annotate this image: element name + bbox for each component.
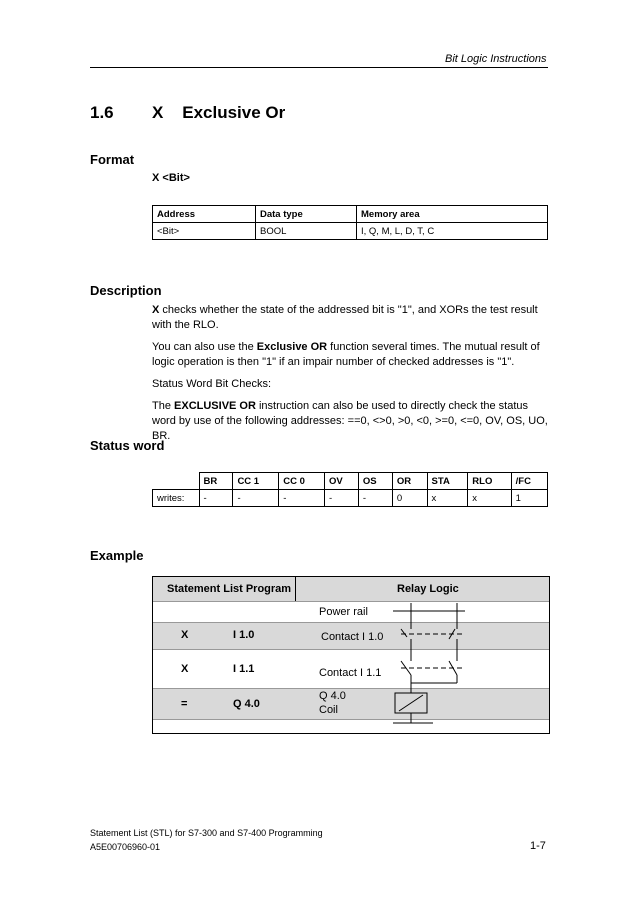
contact-label: Contact I 1.0 [321,631,384,643]
status-header: BR [199,473,233,490]
status-cell: - [358,490,392,507]
status-header: CC 1 [233,473,279,490]
stl-address: I 1.1 [233,663,255,675]
status-header: /FC [511,473,547,490]
coil-address-label: Q 4.0 [319,690,346,702]
stl-op: = [181,698,188,710]
description-heading: Description [90,283,162,298]
coil-label: Coil [319,704,338,716]
contact-label: Contact I 1.1 [319,667,382,679]
description-paragraph: The EXCLUSIVE OR instruction can also be used to directly check the status word by use of the following addresses: ==0, <>0, >0, <0, >=0, <=0, OV, OS, UO, BR. [152,400,548,442]
status-cell: - [199,490,233,507]
example-diagram [152,576,550,734]
format-cell: <Bit> [153,223,256,240]
stl-op: X [181,629,189,641]
status-cell: - [279,490,325,507]
status-cell: x [427,490,468,507]
status-cell: - [233,490,279,507]
description-paragraph: You can also use the Exclusive OR function several times. The mutual result of logic operation is then "1" if an impair number of checked addresses is "1". [152,341,540,368]
page-number: 1-7 [530,840,546,852]
format-table [152,205,548,240]
format-cell: BOOL [256,223,357,240]
section-number: 1.6 [90,103,114,122]
footer-title: Statement List (STL) for S7-300 and S7-400 Programming [90,828,323,838]
status-header: OR [392,473,427,490]
status-header: OV [324,473,358,490]
description-paragraph: X checks whether the state of the addressed bit is "1", and XORs the test result with the RLO. [152,304,538,331]
stl-column-title: Statement List Program [167,583,292,595]
description-body [152,303,550,451]
status-cell: x [468,490,511,507]
format-heading: Format [90,152,135,167]
status-cell: writes: [153,490,200,507]
status-header [153,473,200,490]
header-rule [90,67,548,68]
status-header: OS [358,473,392,490]
format-syntax: X <Bit> [152,172,190,184]
description-paragraph: Status Word Bit Checks: [152,378,272,390]
status-header: STA [427,473,468,490]
footer-doc-id: A5E00706960-01 [90,842,161,852]
status-header: CC 0 [279,473,325,490]
relay-column-title: Relay Logic [397,583,459,595]
format-header: Address [153,206,256,223]
status-word-heading: Status word [90,438,165,453]
power-rail-label: Power rail [319,606,368,618]
status-header: RLO [468,473,511,490]
status-cell: - [324,490,358,507]
format-header: Data type [256,206,357,223]
stl-address: Q 4.0 [233,698,260,710]
stl-address: I 1.0 [233,629,255,641]
format-header: Memory area [357,206,548,223]
running-header: Bit Logic Instructions [445,53,547,65]
section-title: X Exclusive Or [152,103,286,122]
status-word-table [152,472,548,507]
example-heading: Example [90,548,144,563]
status-cell: 1 [511,490,547,507]
stl-op: X [181,663,189,675]
format-cell: I, Q, M, L, D, T, C [357,223,548,240]
status-cell: 0 [392,490,427,507]
relay-logic-drawing [153,577,549,733]
